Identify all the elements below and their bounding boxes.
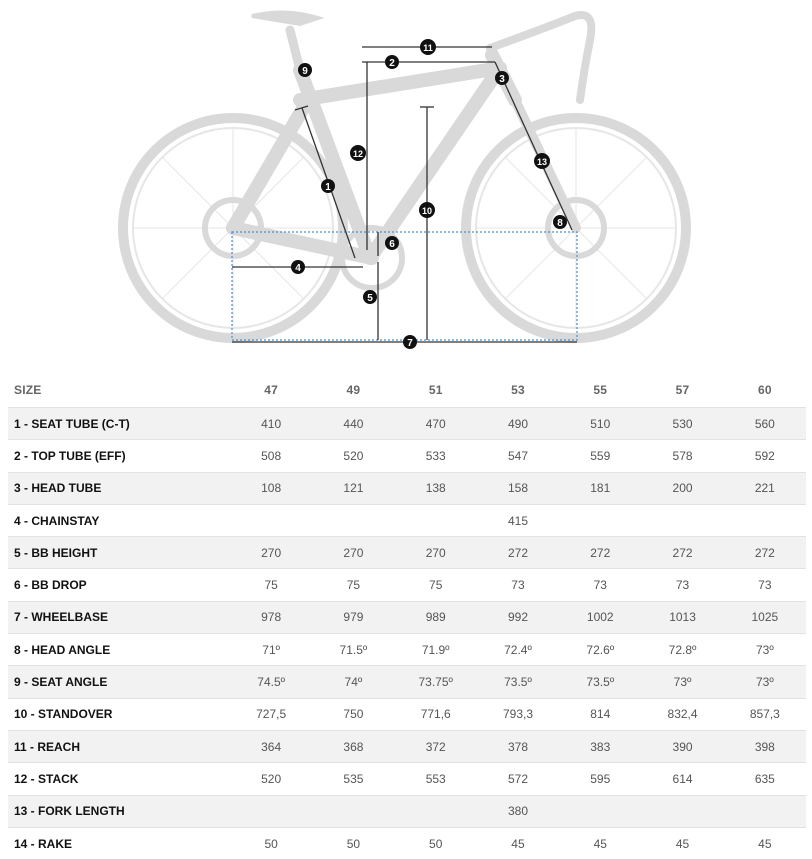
table-row	[8, 472, 806, 504]
row-value: 221	[724, 472, 806, 504]
row-value: 138	[395, 472, 477, 504]
marker-2	[385, 55, 399, 69]
row-value: 559	[559, 440, 641, 472]
size-header-55: 55	[593, 383, 608, 397]
row-value: 530	[641, 408, 723, 440]
row-value: 75	[230, 569, 312, 601]
row-value: 72.6º	[559, 634, 641, 666]
row-value: 73.75º	[395, 666, 477, 698]
row-value: 553	[395, 763, 477, 795]
seatpost	[290, 30, 300, 70]
row-value: 378	[477, 730, 559, 762]
table-row	[8, 666, 806, 698]
row-value: 272	[641, 537, 723, 569]
svg-text:5: 5	[367, 293, 373, 304]
row-value: 75	[395, 569, 477, 601]
svg-text:10: 10	[421, 206, 433, 216]
row-value: 978	[230, 601, 312, 633]
row-value: 45	[641, 827, 723, 859]
row-value: 73.5º	[559, 666, 641, 698]
row-value: 490	[477, 408, 559, 440]
row-value: 814	[559, 698, 641, 730]
row-value: 832,4	[641, 698, 723, 730]
size-header-51: 51	[428, 383, 443, 397]
table-row	[8, 601, 806, 633]
row-value: 75	[312, 569, 394, 601]
row-value: 520	[312, 440, 394, 472]
row-value: 50	[230, 827, 312, 859]
svg-text:9: 9	[302, 66, 308, 77]
marker-12	[350, 145, 366, 161]
svg-text:11: 11	[423, 43, 433, 53]
table-row	[8, 537, 806, 569]
table-row	[8, 504, 806, 536]
table-row	[8, 569, 806, 601]
marker-5	[363, 290, 377, 304]
row-value: 158	[477, 472, 559, 504]
row-label: 11 - REACH	[8, 730, 230, 762]
row-value: 535	[312, 763, 394, 795]
table-row	[8, 440, 806, 472]
marker-1	[321, 179, 335, 193]
row-value: 793,3	[477, 698, 559, 730]
row-value: 73	[641, 569, 723, 601]
row-value: 45	[559, 827, 641, 859]
bike-silhouette	[123, 12, 686, 338]
row-label: 10 - STANDOVER	[8, 698, 230, 730]
table-row	[8, 730, 806, 762]
row-value: 50	[395, 827, 477, 859]
row-value: 1025	[724, 601, 806, 633]
row-value: 73º	[724, 634, 806, 666]
row-value: 368	[312, 730, 394, 762]
row-label: 8 - HEAD ANGLE	[8, 634, 230, 666]
row-value: 74.5º	[230, 666, 312, 698]
row-value: 71.5º	[312, 634, 394, 666]
row-value: 45	[724, 827, 806, 859]
row-value: 74º	[312, 666, 394, 698]
row-value: 614	[641, 763, 723, 795]
row-value: 857,3	[724, 698, 806, 730]
row-label: 5 - BB HEIGHT	[8, 537, 230, 569]
row-value: 547	[477, 440, 559, 472]
row-value: 595	[559, 763, 641, 795]
row-value: 121	[312, 472, 394, 504]
marker-3	[495, 71, 509, 85]
row-value: 73	[559, 569, 641, 601]
row-value: 470	[395, 408, 477, 440]
row-value: 533	[395, 440, 477, 472]
row-value: 727,5	[230, 698, 312, 730]
bike-geometry-diagram	[0, 0, 812, 366]
marker-9	[298, 63, 312, 77]
row-value: 45	[477, 827, 559, 859]
row-value: 398	[724, 730, 806, 762]
row-value: 1013	[641, 601, 723, 633]
size-header-60: 60	[757, 383, 772, 397]
row-value: 1002	[559, 601, 641, 633]
row-label: 13 - FORK LENGTH	[8, 795, 230, 827]
table-row	[8, 698, 806, 730]
row-value: 750	[312, 698, 394, 730]
svg-text:3: 3	[499, 74, 505, 85]
row-label: 6 - BB DROP	[8, 569, 230, 601]
size-header-53: 53	[511, 383, 525, 397]
row-value: 73.5º	[477, 666, 559, 698]
size-header-row	[8, 373, 806, 408]
row-value: 989	[395, 601, 477, 633]
svg-text:7: 7	[407, 338, 413, 349]
row-value: 50	[312, 827, 394, 859]
row-value: 592	[724, 440, 806, 472]
table-row	[8, 827, 806, 859]
row-value: 73º	[641, 666, 723, 698]
row-value: 73º	[724, 666, 806, 698]
row-label: 14 - RAKE	[8, 827, 230, 859]
svg-text:4: 4	[295, 263, 301, 274]
row-value: 108	[230, 472, 312, 504]
marker-13	[534, 153, 550, 169]
row-value: 510	[559, 408, 641, 440]
row-label: 2 - TOP TUBE (EFF)	[8, 440, 230, 472]
svg-text:2: 2	[389, 58, 395, 69]
table-row	[8, 763, 806, 795]
row-value: 270	[395, 537, 477, 569]
row-value: 635	[724, 763, 806, 795]
marker-8	[553, 215, 567, 229]
row-value: 771,6	[395, 698, 477, 730]
size-header-49: 49	[346, 383, 361, 397]
row-value: 572	[477, 763, 559, 795]
saddle	[252, 12, 318, 24]
marker-11	[420, 39, 436, 55]
marker-4	[291, 260, 305, 274]
row-value: 383	[559, 730, 641, 762]
row-value: 72.4º	[477, 634, 559, 666]
size-header-47: 47	[264, 383, 279, 397]
svg-text:12: 12	[352, 149, 364, 159]
table-row	[8, 408, 806, 440]
row-value: 372	[395, 730, 477, 762]
row-value: 73	[477, 569, 559, 601]
row-value: 364	[230, 730, 312, 762]
row-value: 992	[477, 601, 559, 633]
row-value: 440	[312, 408, 394, 440]
row-value-all-sizes: 380	[230, 795, 806, 827]
row-value: 508	[230, 440, 312, 472]
row-value: 390	[641, 730, 723, 762]
marker-7	[403, 335, 417, 349]
svg-text:8: 8	[557, 218, 563, 229]
row-value: 72.8º	[641, 634, 723, 666]
top-tube	[300, 68, 500, 100]
row-value: 578	[641, 440, 723, 472]
marker-6	[385, 236, 399, 250]
row-value: 71.9º	[395, 634, 477, 666]
geometry-table	[8, 373, 806, 859]
row-value-all-sizes: 415	[230, 504, 806, 536]
row-label: 12 - STACK	[8, 763, 230, 795]
svg-text:6: 6	[389, 239, 395, 250]
row-value: 979	[312, 601, 394, 633]
size-header-57: 57	[675, 383, 690, 397]
row-value: 272	[559, 537, 641, 569]
row-label: 7 - WHEELBASE	[8, 601, 230, 633]
row-label: 9 - SEAT ANGLE	[8, 666, 230, 698]
marker-10	[419, 202, 435, 218]
row-value: 181	[559, 472, 641, 504]
row-value: 200	[641, 472, 723, 504]
row-value: 71º	[230, 634, 312, 666]
table-row	[8, 634, 806, 666]
row-value: 520	[230, 763, 312, 795]
table-row	[8, 795, 806, 827]
dimension-lines	[232, 47, 577, 342]
row-label: 4 - CHAINSTAY	[8, 504, 230, 536]
row-label: 3 - HEAD TUBE	[8, 472, 230, 504]
row-value: 272	[724, 537, 806, 569]
row-value: 270	[230, 537, 312, 569]
svg-text:13: 13	[536, 157, 548, 167]
row-label: 1 - SEAT TUBE (C-T)	[8, 408, 230, 440]
size-header-label: SIZE	[14, 383, 42, 397]
row-value: 272	[477, 537, 559, 569]
row-value: 270	[312, 537, 394, 569]
row-value: 73	[724, 569, 806, 601]
row-value: 560	[724, 408, 806, 440]
row-value: 410	[230, 408, 312, 440]
svg-text:1: 1	[325, 182, 331, 193]
